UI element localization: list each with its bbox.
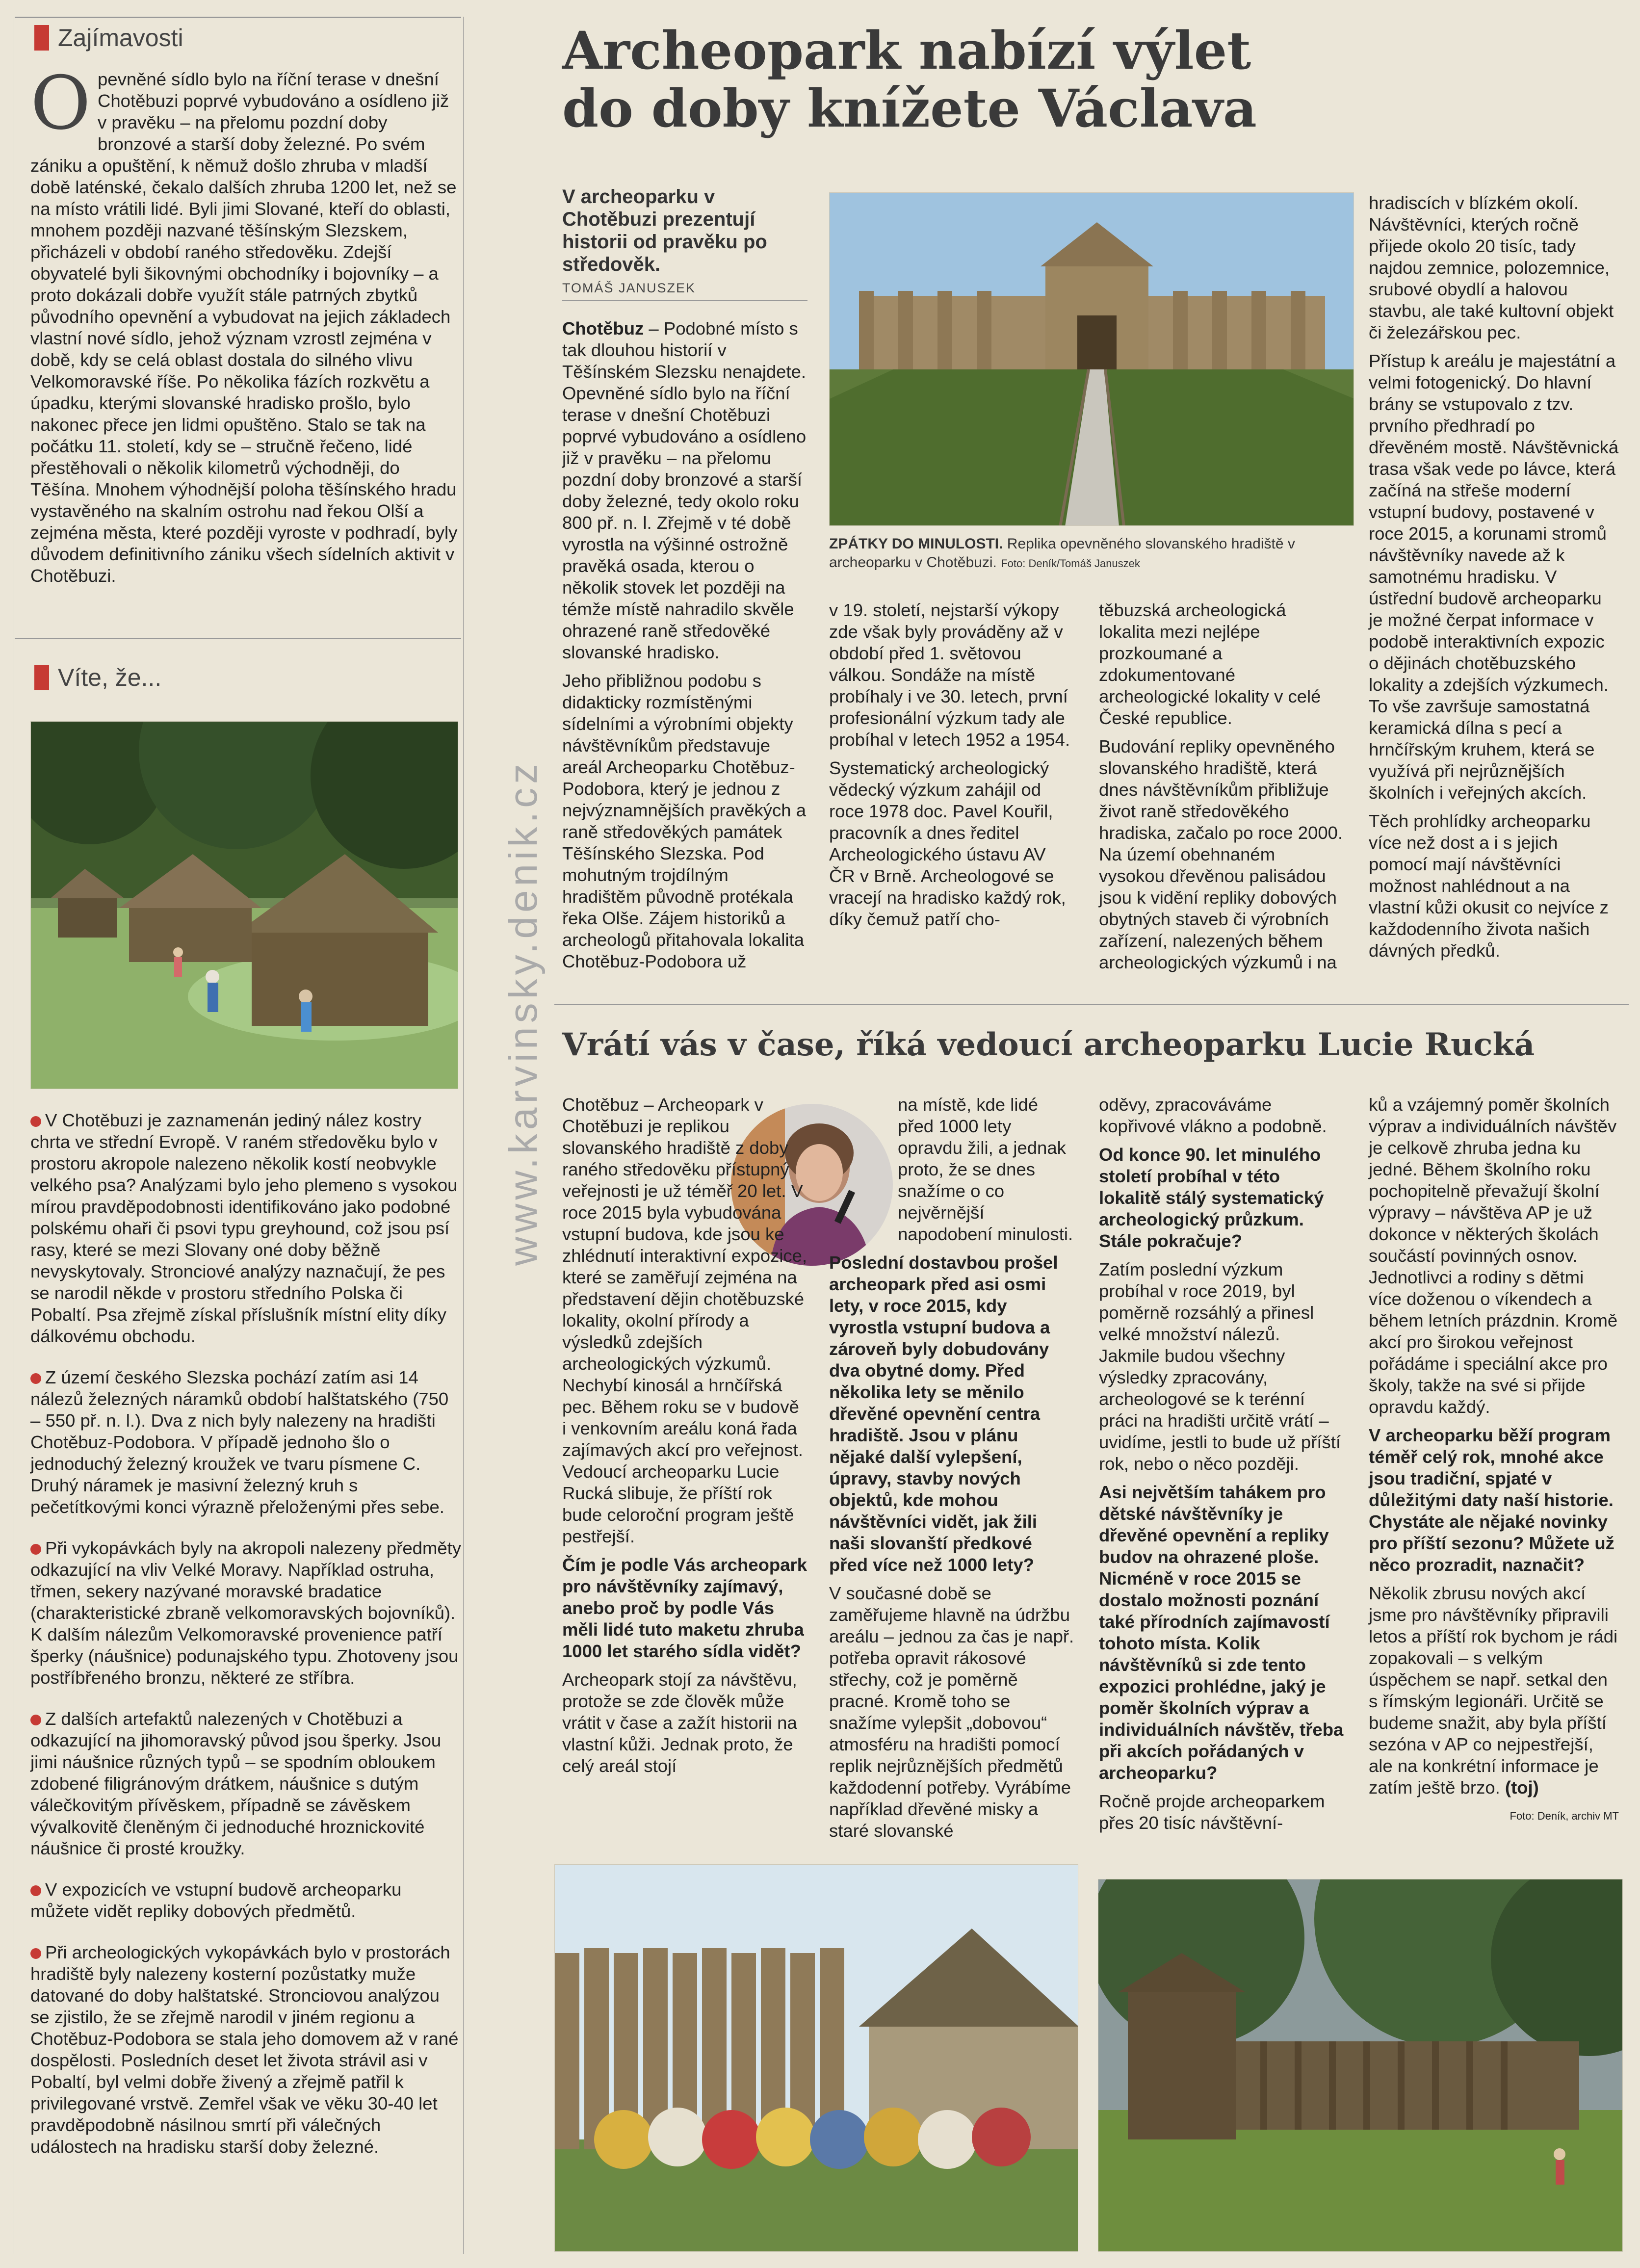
paragraph: hradiscích v blízkém okolí. Návštěvníci, kterých ročně přijede okolo 20 tisíc, tady najdou zemnice, polozemnice, srubové obydlí a halovou stavbu, ale také kultovní objekt či železářskou pec. [1369,193,1614,342]
section-title-zajimavosti [34,24,183,52]
article1-col1 [562,318,807,979]
article2-colD [1369,1094,1619,1834]
article1-lede: V archeoparku v Chotěbuzi prezentují historii od pravěku po středověk. [562,186,767,275]
paragraph: Chotěbuz – Archeopark v Chotěbuzi je replikou slovanského hradiště z doby raného středověku přístupný veřejnosti je už téměř 20 let. V roce 2015 byla vybudována vstupní budova, kde jsou ke zhlédnutí interaktivní expozice, které se zaměřují zejména na představení dějin chotěbuzské lokality, okolní přírody a výsledků zdejších archeologických výzkumů. Nechybí kinosál a hrnčířská pec. Během roku se v budově i venkovním areálu koná řada zajímavých akcí pro veřejnost. Vedoucí archeoparku Lucie Rucká slibuje, že příští rok bude celoroční program ještě pestřejší. [562,1095,807,1546]
author-sign: (toj) [1505,1777,1539,1798]
caption-text: Replika opevněného slovanského hradiště v archeoparku v Chotěbuzi. [829,536,1295,571]
interview-answer: V současné době se zaměřujeme hlavně na údržbu areálu – jednou za čas je např. potřeba opravit rákosové střechy, což je poměrně pracné. Kromě toho se snažíme vylepšit „dobovou“ atmosféru na hradišti pomocí replik nejrůznějších předmětů každodenní potřeby. Vyrábíme například dřevěné misky a staré slovanské [829,1583,1074,1841]
photo-fort-gate [829,192,1354,526]
photo-palisade-wall [1098,1879,1623,2252]
bullet-item [30,1367,462,1518]
section-title-vite-ze [34,663,161,692]
article2-headline: Vrátí vás v čase, říká vedoucí archeoparku Lucie Rucká [562,1026,1535,1063]
paragraph: – Podobné místo s tak dlouhou historií v Těšínském Slezsku nenajdete. Opevněné sídlo bylo na říční terase v dnešní Chotěbuzi poprvé vybudováno a osídleno již v pravěku – na přelomu pozdní doby bronzové a starší doby železné, tedy okolo roku 800 př. n. l. Zřejmě v té době vyrostla na výšinné ostrožně pravěká osada, kterou o několik stovek let později na témže místě nahradilo skvěle ohrazené raně středověké slovanské hradisko. [562,318,807,662]
interview-question: Poslední dostavbou prošel archeopark před asi osmi lety, v roce 2015, kdy vyrostla vstupní budova a zároveň byly dobudovány dva obytné domy. Před několika lety se měnilo dřevěné opevnění centra hradiště. Jsou v plánu nějaké další vylepšení, úpravy, stavby nových objektů, kde mohou návštěvníci vidět, jak žili naši slovanští předkové před více než 1000 lety? [829,1252,1058,1575]
article1-col4 [1369,192,1619,968]
sidebar-intro [30,61,462,587]
bullet-text: V Chotěbuzi je zaznamenán jediný nález kostry chrta ve střední Evropě. V raném středověku bylo v prostoru akropole nalezeno několik kostí neobvykle velkého psa? Analýzami bylo jeho plemeno s vysokou mírou pravděpodobnosti identifikováno jako podobné polskému ohaři či psovi typu greyhound, což jsou psí rasy, které se mezi Slovany oné doby běžně nevyskytovaly. Stronciové analýzy naznačují, že pes se narodil někde v prostoru středního Polska či Pobaltí. Psa zřejmě získal příslušník místní elity díky dálkovému obchodu. [30,1110,458,1346]
paragraph: na místě, kde lidé před 1000 lety opravdu žili, a jednak proto, že se dnes snažíme o co nejvěrnější napodobení minulosti. [898,1095,1073,1244]
dateline: Chotěbuz [562,318,644,339]
paragraph: Jeho přibližnou podobu s didakticky rozmístěnými sídelními a výrobními objekty návštěvníkům představuje areál Archeoparku Chotěbuz-Podobora, který je jednou z nejvýznamnějších pravěkých a raně středověkých památek Těšínského Slezska. Pod mohutným trojdílným hradištěm původně protékala řeka Olše. Zájem historiků a archeologů přitahovala lokalita Chotěbuz-Podobora už [562,671,807,971]
photo-village-huts [30,721,458,1089]
paragraph: Těch prohlídky archeoparku více než dost a i s jejich pomocí mají návštěvníci možnost nahlédnout a na vlastní kůži okusit co nejvíce z každodenního života našich dávných předků. [1369,811,1609,961]
article1-headline [562,22,1592,137]
section1-title-text: Zajímavosti [58,24,183,52]
interview-question: Asi největším tahákem pro dětské návštěvníky je dřevěné opevnění a repliky budov na ohrazené ploše. Nicméně v roce 2015 se dostalo možnosti poznání také přírodních zajímavostí tohoto místa. Kolik návštěvníků si zde tento expozici prohlédne, jaký je poměr školních výprav a individuálních návštěv, třeba při akcích pořádaných v archeoparku? [1099,1482,1344,1783]
website-watermark: www.karvinsky.denik.cz [501,759,546,1266]
sidebar-intro-text: pevněné sídlo bylo na říční terase v dnešní Chotěbuzi poprvé vybudováno a osídleno již v pravěku – na přelomu pozdní doby bronzové a starší doby železné. Po svém zániku a opuštění, k němuž došlo zhruba v mladší době laténské, čekalo dalších zhruba 1200 let, než se na místo vrátili lidé. Byli jimi Slované, kteří do oblasti, mnohem později nazvané těšínským Slezskem, přicházeli v období raného středověku. Zdejší obyvatelé byli šikovnými obchodníky i bojovníky – a proto dokázali dobře využít stále patrných zbytků původního opevnění a vybudovat na jejich základech vlastní nové sídlo, jehož význam vzrostl zejména v době, kdy se celá oblast dostala do silného vlivu Velkomoravské říše. Po několika fázích rozkvětu a úpadku, kterými slovanské hradisko prošlo, bylo nakonec přece jen lidmi opuštěno. Stalo se tak na počátku 11. století, kdy se – stručně řečeno, lidé přestěhovali o několik kilometrů východněji, do Těšína. Mnohem výhodnější poloha těšínského hradu vystavěného na skalním ostrohu nad řekou Olší a zejména města, které později vyroste v podhradí, byly důvodem definitivního zániku všech sídelních aktivit v Chotěbuzi. [30,69,458,586]
bullet-text: Z území českého Slezska pochází zatím asi 14 nálezů železných náramků období halštatského (750 – 550 př. n. l.). Dva z nich byly nalezeny na hradišti Chotěbuz-Podobora. V případě jednoho šlo o jednoduchý železný kroužek ve tvaru písmene C. Druhý náramek je masivní železný kruh s pečetítkovými konci výrazně přeloženými přes sebe. [30,1367,449,1517]
photo-credit: Foto: Deník, archiv MT [1510,1810,1619,1822]
section-marker [34,25,49,51]
bullet-dot [30,1373,41,1384]
interview-answer: Zatím poslední výzkum probíhal v roce 2019, byl poměrně rozsáhlý a přinesl velké množství nálezů. Jakmile budou všechny výsledky zpracovány, archeologové se k terénní práci na hradišti určitě vrátí – uvidíme, jestli to bude už příští rok, nebo o něco později. [1099,1259,1341,1474]
bullet-item [30,1538,462,1689]
sidebar-bullets [30,1110,462,2177]
paragraph: těbuzská archeologická lokalita mezi nejlépe prozkoumané a zdokumentované archeologické lokality v celé České republice. [1099,600,1321,728]
bullet-dot [30,1715,41,1725]
paragraph: oděvy, zpracováváme kopřivové vlákno a podobně. [1099,1095,1327,1136]
paragraph: v 19. století, nejstarší výkopy zde však byly prováděny až v období před 1. světovou válkou. Sondáže na místě probíhaly i ve 30. letech, první profesionální výzkum tady ale probíhal v letech 1952 a 1954. [829,600,1070,750]
bullet-item [30,1879,462,1922]
bullet-text: Při vykopávkách byly na akropoli nalezeny předměty odkazující na vliv Velké Moravy. Například ostruha, třmen, sekery nazývané moravské bradatice (charakteristické zbraně velkomoravských bojovníků). K dalším nálezům Velkomoravské provenience patří šperky (náušnice) podunajského typu. Zhotoveny jsou postříbřeného bronzu, některé ze stříbra. [30,1538,462,1688]
bullet-dot [30,1116,41,1127]
interview-answer: Několik zbrusu nových akcí jsme pro návštěvníky připravili letos a příští rok bychom je rádi zopakovali – s velkým úspěchem se např. setkal den s římským legionáři. Určitě se budeme snažit, aby byla příští sezóna v AP co nejpestřejší, ale na konkrétní informace je zatím ještě brzo. [1369,1583,1618,1798]
bullet-dot [30,1948,41,1959]
bullet-text: Z dalších artefaktů nalezených v Chotěbuzi a odkazující na jihomoravský původ jsou šperky. Jsou jimi náušnice různých typů – se spodním obloukem zdobené filigránovým drátkem, náušnice s dutým válečkovitým přívěskem, případně se závěskem vývalkovitě členěným či jednoduché hroznickovité náušnice či prosté kroužky. [30,1709,442,1858]
interview-answer: Archeopark stojí za návštěvu, protože se zde člověk může vrátit v čase a zažít historii na vlastní kůži. Jednak proto, že celý areál stojí [562,1669,797,1776]
interview-question: V archeoparku běží program téměř celý rok, mnohé akce jsou tradiční, spjaté v důležitými daty naší historie. Chystáte ale nějaké novinky pro příští sezonu? Můžete už něco prozradit, naznačit? [1369,1425,1614,1575]
article2-colC [1099,1094,1344,1841]
article1-byline: TOMÁŠ JANUSZEK [562,281,696,295]
photo-warriors-shields [554,1864,1078,2252]
headline-line2: do doby knížete Václava [562,78,1257,139]
paragraph: Přístup k areálu je majestátní a velmi fotogenický. Do hlavní brány se vstupovalo z tzv. prvního předhradí po dřevěném mostě. Návštěvnická trasa však vede po lávce, která začíná na střeše moderní vstupní budovy, postavené v roce 2015, a korunami stromů návštěvníky navede až k samotnému hradisku. V ústřední budově archeoparku je možné čerpat informace v podobě interaktivních expozic o dějinách chotěbuzského lokality a zdejších výzkumech. To vše završuje samostatná keramická dílna s pecí a hrnčířským kruhem, která se využívá při nejrůznějších školních i veřejných akcích. [1369,351,1619,803]
paragraph: Budování repliky opevněného slovanského hradiště, která dnes návštěvníkům přibližuje život raně středověkého hradiska, začalo po roce 2000. Na území obehnaném vysokou dřevěnou palisádou jsou k vidění repliky dobových obytných staveb či výrobních zařízení, nalezených během archeologických výzkumů i na [1099,736,1343,972]
bullet-item [30,1110,462,1347]
bullet-item [30,1942,462,2158]
article1-col2 [829,600,1074,937]
interview-question: Od konce 90. let minulého století probíhal v této lokalitě stálý systematický archeologický průzkum. Stále pokračuje? [1099,1145,1324,1251]
bullet-text: V expozicích ve vstupní budově archeoparku můžete vidět repliky dobových předmětů. [30,1879,402,1921]
dropcap: O [30,61,91,146]
bullet-dot [30,1544,41,1555]
article2-colB [829,1094,1074,1849]
interview-question: Čím je podle Vás archeopark pro návštěvníky zajímavý, anebo proč by podle Vás měli lidé tuto maketu zhruba 1000 let starého sídla vidět? [562,1555,807,1661]
caption-photo-credit: Foto: Deník/Tomáš Januszek [1001,557,1140,570]
paragraph: Systematický archeologický vědecký výzkum zahájil od roce 1978 doc. Pavel Kouřil, pracovník a dnes ředitel Archeologického ústavu AV ČR v Brně. Archeologové se vracejí na hradisko každý rok, díky čemuž patří cho- [829,758,1066,929]
bullet-text: Při archeologických vykopávkách bylo v prostorách hradiště byly nalezeny kosterní pozůstatky muže datované do doby halštatské. Stronciovou analýzou se zjistilo, že se zřejmě narodil v jiném regionu a Chotěbuz-Podobora se stala jeho domovem až v rané dospělosti. Posledních deset let života strávil asi v Pobaltí, byl velmi dobře živený a zřejmě patřil k privilegované vrstvě. Zemřel však ve věku 30-40 let pravděpodobně násilnou smrtí při válečných událostech na hradisku starší doby železné. [30,1942,459,2157]
bullet-item [30,1708,462,1859]
article1-caption [829,535,1354,573]
headline-line1: Archeopark nabízí výlet [562,20,1251,81]
interview-answer: Ročně projde archeoparkem přes 20 tisíc návštěvní- [1099,1791,1325,1833]
article1-col3 [1099,600,1344,980]
caption-label: ZPÁTKY DO MINULOSTI. [829,536,1003,552]
article2-colA [562,1094,807,1784]
bullet-dot [30,1885,41,1896]
paragraph: ků a vzájemný poměr školních výprav a individuálních návštěv je celkově zhruba jedna ku jedné. Během školního roku pochopitelně převažují školní výpravy – návštěva AP je už dokonce v některých školách součástí povinných osnov. Jednotlivci a rodiny s dětmi více doženou o víkendech a během letních prázdnin. Kromě akcí pro širokou veřejnost pořádáme i speciální akce pro školy, takže na své si přijde opravdu každý. [1369,1095,1618,1417]
section-marker [34,665,49,690]
section2-title-text: Víte, že... [58,664,162,691]
